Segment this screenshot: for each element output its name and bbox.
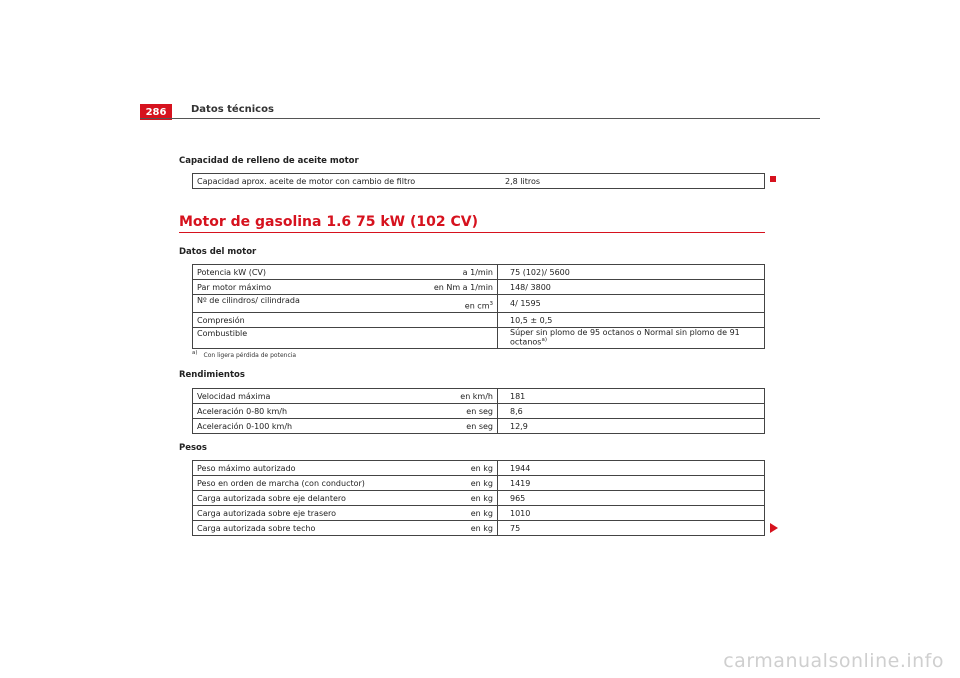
performance-row-value: 8,6 <box>498 404 765 419</box>
weights-row-unit: en kg <box>421 491 498 506</box>
section-title-underline <box>179 232 765 233</box>
footnote-text: Con ligera pérdida de potencia <box>203 352 297 359</box>
performance-heading: Rendimientos <box>179 370 245 380</box>
page-header-title: Datos técnicos <box>191 104 274 115</box>
section-title: Motor de gasolina 1.6 75 kW (102 CV) <box>179 214 478 230</box>
weights-row-unit: en kg <box>421 476 498 491</box>
weights-row-value: 75 <box>510 523 521 533</box>
engine-row-unit: en Nm a 1/min <box>421 280 498 295</box>
performance-row-unit: en km/h <box>421 389 498 404</box>
engine-row-label: Nº de cilindros/ cilindrada <box>193 295 422 313</box>
engine-row-value: 75 (102)/ 5600 <box>498 265 765 280</box>
table-row <box>193 491 765 506</box>
engine-row-unit <box>421 313 498 328</box>
weights-row-label: Peso máximo autorizado <box>193 461 422 476</box>
engine-row-value-text: Súper sin plomo de 95 octanos o Normal sin plomo de 91 octanos <box>510 328 740 347</box>
performance-row-value: 12,9 <box>510 421 528 431</box>
weights-table <box>192 460 765 536</box>
page-number: 286 <box>140 104 172 120</box>
engine-row-value: 148/ 3800 <box>498 280 765 295</box>
weights-row-unit: en kg <box>421 506 498 521</box>
weights-row-value: 1010 <box>498 506 765 521</box>
header-divider <box>140 118 820 119</box>
engine-row-unit-sup: 3 <box>489 301 493 308</box>
oil-capacity-table <box>192 173 765 189</box>
weights-row-label: Carga autorizada sobre techo <box>197 523 316 533</box>
weights-row-value: 965 <box>498 491 765 506</box>
table-row <box>193 404 765 419</box>
weights-row-unit: en kg <box>421 521 498 536</box>
table-row <box>193 328 765 349</box>
weights-row-unit: en kg <box>421 461 498 476</box>
table-row <box>193 265 765 280</box>
weights-row-label: Carga autorizada sobre eje delantero <box>193 491 422 506</box>
engine-row-value <box>498 328 765 349</box>
table-row <box>193 476 765 491</box>
engine-data-heading: Datos del motor <box>179 247 257 257</box>
engine-data-table <box>192 264 765 349</box>
table-row <box>193 295 765 313</box>
weights-heading: Pesos <box>179 443 207 453</box>
table-row <box>193 389 765 404</box>
performance-row-unit: en seg <box>421 404 498 419</box>
engine-row-value: 10,5 ± 0,5 <box>498 313 765 328</box>
engine-row-label: Combustible <box>197 329 248 338</box>
footnote <box>192 350 296 359</box>
table-row <box>193 461 765 476</box>
engine-row-unit: a 1/min <box>421 265 498 280</box>
engine-row-unit <box>421 328 498 349</box>
table-row <box>193 174 765 189</box>
oil-capacity-value: 2,8 litros <box>505 176 541 186</box>
oil-capacity-label: Capacidad aprox. aceite de motor con cambio de filtro <box>197 176 416 186</box>
table-row <box>193 280 765 295</box>
engine-row-unit-text: en cm <box>464 302 490 311</box>
performance-row-unit: en seg <box>421 419 498 434</box>
performance-table <box>192 388 765 434</box>
footnote-marker: a) <box>192 350 198 356</box>
engine-row-value: 4/ 1595 <box>498 295 765 313</box>
engine-row-label: Potencia kW (CV) <box>193 265 422 280</box>
performance-row-label: Aceleración 0-80 km/h <box>193 404 422 419</box>
next-page-arrow-icon <box>770 523 778 533</box>
engine-row-label: Compresión <box>193 313 422 328</box>
performance-row-label: Aceleración 0-100 km/h <box>197 421 293 431</box>
engine-row-unit <box>421 295 498 313</box>
watermark: carmanualsonline.info <box>723 650 944 672</box>
weights-row-value: 1419 <box>498 476 765 491</box>
performance-row-value: 181 <box>498 389 765 404</box>
weights-row-label: Peso en orden de marcha (con conductor) <box>193 476 422 491</box>
weights-row-label: Carga autorizada sobre eje trasero <box>193 506 422 521</box>
engine-row-label: Par motor máximo <box>193 280 422 295</box>
oil-capacity-heading: Capacidad de relleno de aceite motor <box>179 156 359 166</box>
section-end-marker <box>770 176 776 182</box>
table-row <box>193 419 765 434</box>
table-row <box>193 521 765 536</box>
engine-row-value-sup: a) <box>541 337 547 343</box>
weights-row-value: 1944 <box>498 461 765 476</box>
performance-row-label: Velocidad máxima <box>193 389 422 404</box>
table-row <box>193 506 765 521</box>
table-row <box>193 313 765 328</box>
